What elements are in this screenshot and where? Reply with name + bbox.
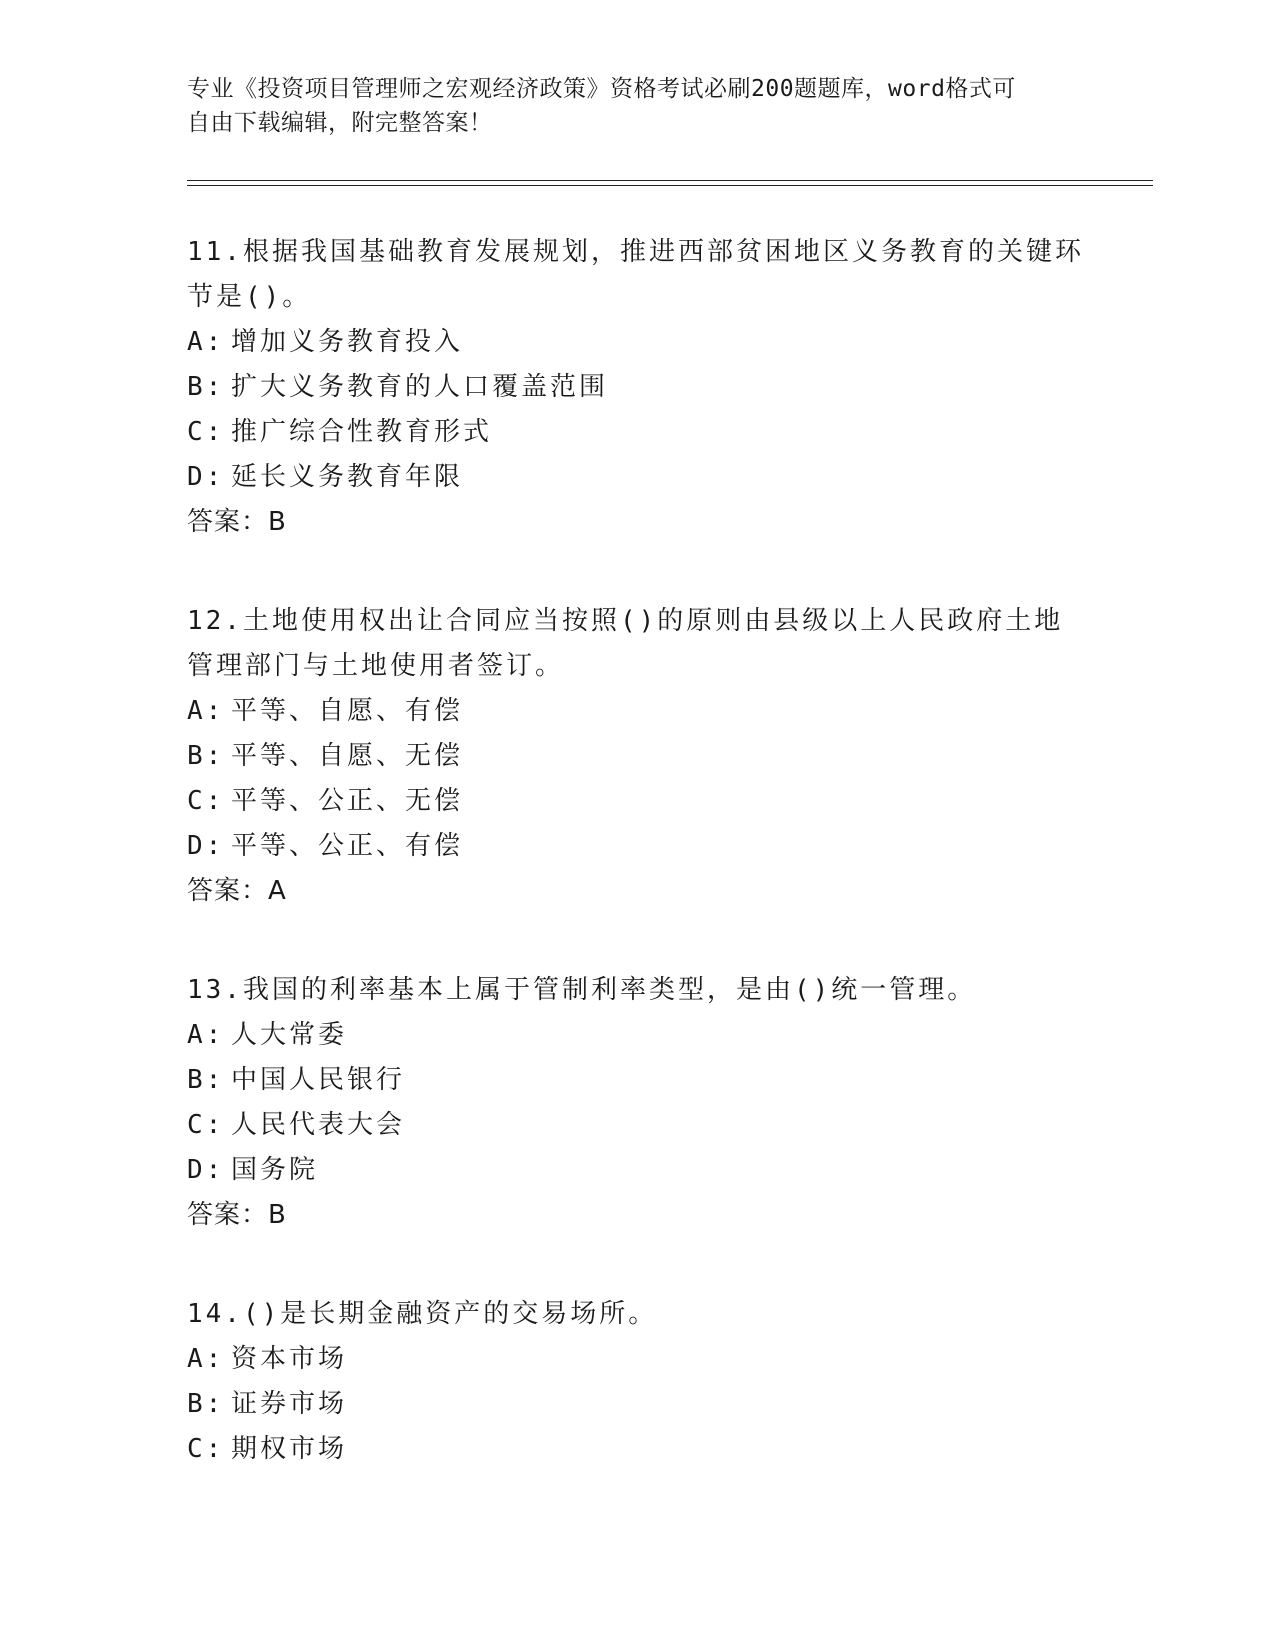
- option-text: 中国人民银行: [231, 1065, 406, 1095]
- question-11: [187, 230, 1087, 545]
- option-key: D:: [187, 1155, 225, 1185]
- answer-line: [187, 500, 1087, 545]
- option-text: 期权市场: [231, 1434, 348, 1464]
- question-12: [187, 599, 1087, 914]
- question-stem: 12.土地使用权出让合同应当按照()的原则由县级以上人民政府土地管理部门与土地使用者签订。: [187, 606, 1064, 681]
- question-14: [187, 1292, 1087, 1472]
- option-key: D:: [187, 831, 225, 861]
- option-key: B:: [187, 741, 225, 771]
- option-text: 扩大义务教育的人口覆盖范围: [231, 372, 609, 402]
- answer-value: B: [268, 507, 287, 537]
- option-text: 国务院: [231, 1155, 319, 1185]
- answer-value: A: [268, 876, 287, 906]
- header-divider-top: [187, 180, 1153, 181]
- option-text: 平等、自愿、无偿: [231, 741, 464, 771]
- header-divider-bottom: [187, 185, 1153, 186]
- answer-label: 答案：: [187, 876, 269, 906]
- option-c: [187, 779, 1087, 824]
- option-key: A:: [187, 1020, 225, 1050]
- header-line-2: 自由下载编辑，附完整答案！: [187, 110, 493, 136]
- question-stem: 14.()是长期金融资产的交易场所。: [187, 1299, 658, 1329]
- header-line-1: 专业《投资项目管理师之宏观经济政策》资格考试必刷200题题库，word格式可: [187, 76, 1016, 102]
- option-a: [187, 1013, 1087, 1058]
- option-d: [187, 824, 1087, 869]
- option-a: [187, 689, 1087, 734]
- document-header: [187, 72, 1067, 140]
- option-c: [187, 1103, 1087, 1148]
- option-key: D:: [187, 462, 225, 492]
- option-text: 人民代表大会: [231, 1110, 406, 1140]
- option-text: 增加义务教育投入: [231, 327, 464, 357]
- answer-value: B: [268, 1200, 287, 1230]
- question-13: [187, 968, 1087, 1238]
- option-key: C:: [187, 1110, 225, 1140]
- answer-label: 答案：: [187, 507, 269, 537]
- option-b: [187, 734, 1087, 779]
- option-key: A:: [187, 327, 225, 357]
- option-text: 平等、自愿、有偿: [231, 696, 464, 726]
- option-key: B:: [187, 1389, 225, 1419]
- option-a: [187, 320, 1087, 365]
- answer-line: [187, 1193, 1087, 1238]
- option-b: [187, 1382, 1087, 1427]
- option-text: 延长义务教育年限: [231, 462, 464, 492]
- question-stem: 11.根据我国基础教育发展规划，推进西部贫困地区义务教育的关键环节是()。: [187, 237, 1084, 312]
- option-a: [187, 1337, 1087, 1382]
- option-b: [187, 365, 1087, 410]
- option-c: [187, 410, 1087, 455]
- option-key: C:: [187, 786, 225, 816]
- option-text: 资本市场: [231, 1344, 348, 1374]
- option-key: A:: [187, 1344, 225, 1374]
- answer-label: 答案：: [187, 1200, 269, 1230]
- option-text: 人大常委: [231, 1020, 348, 1050]
- option-key: B:: [187, 1065, 225, 1095]
- option-text: 平等、公正、有偿: [231, 831, 464, 861]
- answer-line: [187, 869, 1087, 914]
- option-text: 推广综合性教育形式: [231, 417, 493, 447]
- option-key: A:: [187, 696, 225, 726]
- option-key: C:: [187, 1434, 225, 1464]
- option-text: 平等、公正、无偿: [231, 786, 464, 816]
- option-key: B:: [187, 372, 225, 402]
- question-list: [187, 230, 1087, 1526]
- option-text: 证券市场: [231, 1389, 348, 1419]
- option-d: [187, 1148, 1087, 1193]
- option-c: [187, 1427, 1087, 1472]
- option-key: C:: [187, 417, 225, 447]
- option-d: [187, 455, 1087, 500]
- question-stem: 13.我国的利率基本上属于管制利率类型，是由()统一管理。: [187, 975, 977, 1005]
- option-b: [187, 1058, 1087, 1103]
